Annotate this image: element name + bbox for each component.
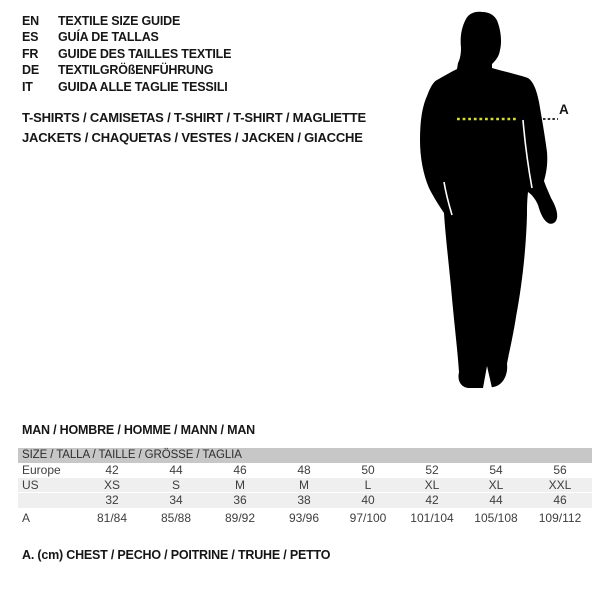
category-jackets: JACKETS / CHAQUETAS / VESTES / JACKEN / GIACCHE [22, 130, 363, 145]
language-title: GUÍA DE TALLAS [58, 30, 159, 45]
cell: 40 [361, 493, 375, 507]
cell: 46 [233, 463, 247, 477]
cell: 46 [553, 493, 567, 507]
cell: M [235, 478, 245, 492]
cell: 81/84 [96, 511, 128, 525]
language-code: ES [22, 30, 39, 45]
cell: XXL [548, 478, 572, 492]
language-code: IT [22, 79, 33, 94]
row-label: Europe [22, 463, 61, 477]
language-code: DE [22, 63, 39, 78]
cell: 101/104 [410, 511, 454, 525]
table-row-europe [18, 463, 592, 478]
language-code: FR [22, 46, 39, 61]
cell: 42 [105, 463, 119, 477]
language-row-it [22, 79, 231, 95]
cell: 42 [425, 493, 439, 507]
size-table-header: SIZE / TALLA / TAILLE / GRÖSSE / TAGLIA [18, 448, 592, 463]
cell: 56 [553, 463, 567, 477]
category-tshirts: T-SHIRTS / CAMISETAS / T-SHIRT / T-SHIRT / MAGLIETTE [22, 110, 366, 125]
cell: 105/108 [474, 511, 518, 525]
measure-footnote: A. (cm) CHEST / PECHO / POITRINE / TRUHE / PETTO [22, 548, 331, 562]
cell: 32 [105, 493, 119, 507]
row-label: US [22, 478, 39, 492]
section-title-man: MAN / HOMBRE / HOMME / MANN / MAN [22, 423, 255, 437]
language-row-fr [22, 46, 231, 62]
cell: XL [488, 478, 504, 492]
cell: 89/92 [224, 511, 256, 525]
cell: L [364, 478, 372, 492]
category-list [22, 108, 366, 148]
cell: 34 [169, 493, 183, 507]
cell: 48 [297, 463, 311, 477]
man-figure [395, 2, 600, 410]
language-list [22, 13, 231, 95]
cell: 52 [425, 463, 439, 477]
language-title: TEXTILGRÖßENFÜHRUNG [58, 63, 214, 78]
cell: XL [424, 478, 440, 492]
cell: M [299, 478, 309, 492]
cell: 36 [233, 493, 247, 507]
language-code: EN [22, 14, 39, 28]
language-title: GUIDE DES TAILLES TEXTILE [58, 46, 232, 61]
cell: 97/100 [349, 511, 387, 525]
measure-label-a: A [559, 102, 569, 117]
cell: XS [103, 478, 120, 492]
cell: 85/88 [160, 511, 192, 525]
cell: 44 [169, 463, 183, 477]
language-title: TEXTILE SIZE GUIDE [58, 14, 181, 28]
man-silhouette-icon [395, 2, 600, 410]
language-row-es [22, 29, 231, 45]
language-row-de [22, 62, 231, 78]
size-table [18, 448, 592, 529]
cell: 38 [297, 493, 311, 507]
table-row-us [18, 478, 592, 493]
silhouette-shape [420, 12, 557, 388]
cell: 44 [489, 493, 503, 507]
language-title: GUIDA ALLE TAGLIE TESSILI [58, 79, 228, 94]
cell: 109/112 [538, 511, 582, 525]
cell: 93/96 [288, 511, 320, 525]
cell: 50 [361, 463, 375, 477]
cell: 54 [489, 463, 503, 477]
cell: S [171, 478, 180, 492]
row-label: A [22, 511, 31, 525]
table-row-us-numeric [18, 493, 592, 508]
table-row-a-chest [18, 508, 592, 529]
row-label [18, 493, 80, 508]
language-row-en [22, 13, 231, 29]
